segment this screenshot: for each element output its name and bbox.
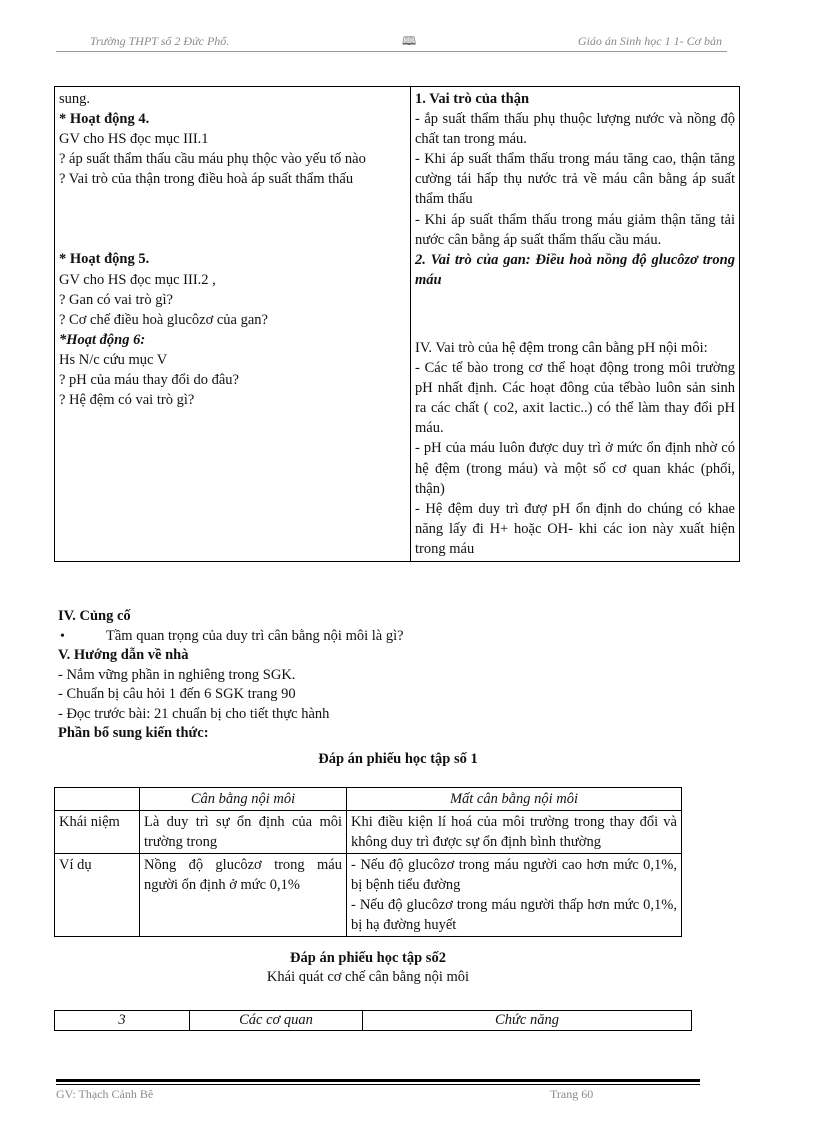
table-cell: Là duy trì sự ổn định của môi trường trong xyxy=(140,811,347,854)
table-header xyxy=(55,788,140,811)
text-line: sung. xyxy=(59,91,91,107)
content-paragraph: - Hệ đệm duy trì đượ pH ổn định do chúng có khae năng lấy đi H+ hoặc OH- khi các ion này xuất hiện trong máu xyxy=(415,500,735,557)
row-label: Khái niệm xyxy=(55,811,140,854)
bullet-item: • Tầm quan trọng của duy trì cân bằng nội môi là gì? xyxy=(58,627,738,647)
book-icon: 🕮 xyxy=(402,34,417,48)
spacer xyxy=(59,189,406,249)
list-item: - Đọc trước bài: 21 chuẩn bị cho tiết thực hành xyxy=(58,705,330,722)
teacher-activities-cell xyxy=(55,87,411,562)
content-paragraph: - Các tế bào trong cơ thể hoạt động trong môi trường pH nhất định. Các hoạt đông của tếbào luôn sản sinh ra các chất ( co2, axit lactic..) có thể làm thay đổi pH máu. xyxy=(415,360,735,437)
activity-4-heading: * Hoạt động 4. xyxy=(59,111,150,128)
table-header: Cân bằng nội môi xyxy=(140,788,347,811)
question: ? áp suất thẩm thấu cầu máu phụ thộc vào yếu tố nào xyxy=(59,151,366,168)
example-line: - Nếu độ glucôzơ trong máu người thấp hơn mức 0,1%, bị hạ đường huyết xyxy=(351,897,677,933)
text-line: GV cho HS đọc mục III.1 xyxy=(59,131,209,148)
table-header: Chức năng xyxy=(363,1011,692,1031)
section-heading: 2. Vai trò của gan: Điều hoà nồng độ glucôzơ trong máu xyxy=(415,251,735,288)
table-cell: Nồng độ glucôzơ trong máu người ổn định ở mức 0,1% xyxy=(140,854,347,937)
question: ? Hệ đệm có vai trò gì? xyxy=(59,392,195,409)
content-paragraph: - ắp suất thẩm thấu phụ thuộc lượng nước và nồng độ chất tan trong máu. xyxy=(415,111,735,148)
activity-5-heading: * Hoạt động 5. xyxy=(59,251,150,268)
answer-sheet-1-table xyxy=(54,787,682,937)
section-title: IV. Củng cố xyxy=(58,608,131,624)
section-heading: IV. Vai trò của hệ đệm trong cân bằng pH nội môi: xyxy=(415,339,708,356)
section-heading: 1. Vai trò của thận xyxy=(415,91,530,107)
content-cell xyxy=(411,87,740,562)
answer-sheet-2-table xyxy=(54,1010,692,1031)
answer-sheet-1-title: Đáp án phiếu học tập số 1 xyxy=(318,750,478,767)
example-line: - Nếu độ glucôzơ trong máu người cao hơn mức 0,1%, bị bệnh tiểu đường xyxy=(351,857,677,893)
section-title: Phần bổ sung kiến thức: xyxy=(58,725,209,741)
list-item: - Nắm vững phần in nghiêng trong SGK. xyxy=(58,666,296,683)
question: ? Cơ chế điều hoà glucôzơ của gan? xyxy=(59,311,268,328)
section-title: V. Hướng dẫn về nhà xyxy=(58,647,189,663)
table-header: Các cơ quan xyxy=(190,1011,363,1031)
header-divider xyxy=(56,51,727,52)
activity-6-heading: *Hoạt động 6: xyxy=(59,331,146,348)
text-line: GV cho HS đọc mục III.2 , xyxy=(59,271,216,288)
content-paragraph: - Khi áp suất thẩm thấu trong máu tăng cao, thận tăng cường tái hấp thụ nước trả về máu cân bằng áp suất thẩm thấu xyxy=(415,151,735,208)
header-subject: Giáo án Sinh học 1 1- Cơ bản xyxy=(577,34,722,48)
question: ? Vai trò của thận trong điều hoà áp suất thẩm thấu xyxy=(59,171,354,188)
row-label: Ví dụ xyxy=(55,854,140,937)
question: ? pH của máu thay đổi do đâu? xyxy=(59,372,239,389)
answer-sheet-2-subtitle: Khái quát cơ chế cân bằng nội môi xyxy=(266,969,470,985)
table-header: 3 xyxy=(55,1011,190,1031)
lesson-table xyxy=(54,86,740,562)
table-header: Mất cân bằng nội môi xyxy=(347,788,682,811)
footer-teacher: GV: Thạch Cảnh Bê xyxy=(56,1087,154,1101)
spacer xyxy=(415,290,735,338)
page-number: Trang 60 xyxy=(550,1087,594,1101)
answer-sheet-2-title: Đáp án phiếu học tập số2 xyxy=(290,950,446,966)
footer-divider xyxy=(56,1079,700,1082)
lesson-body xyxy=(58,607,738,769)
content-paragraph: - Khi áp suất thẩm thấu trong máu giảm thận tăng tải nước cân bằng áp suất thẩm thấu cầu máu. xyxy=(415,211,735,248)
content-paragraph: - pH của máu luôn được duy trì ở mức ổn định nhờ có hệ đệm (trong máu) và một số cơ quan khác (phổi, thận) xyxy=(415,440,735,497)
footer-divider xyxy=(56,1084,700,1085)
example-lines xyxy=(351,855,677,935)
list-item: - Chuẩn bị câu hỏi 1 đến 6 SGK trang 90 xyxy=(58,686,296,702)
table-cell-multiline xyxy=(347,854,682,937)
page-header xyxy=(56,34,726,50)
header-school: Trường THPT số 2 Đức Phổ. xyxy=(90,34,230,48)
table-cell: Khi điều kiện lí hoá của môi trường trong thay đổi và không duy trì được sự ổn định bình thường xyxy=(347,811,682,854)
text-line: Hs N/c cứu mục V xyxy=(59,351,168,368)
question: ? Gan có vai trò gì? xyxy=(59,291,173,308)
